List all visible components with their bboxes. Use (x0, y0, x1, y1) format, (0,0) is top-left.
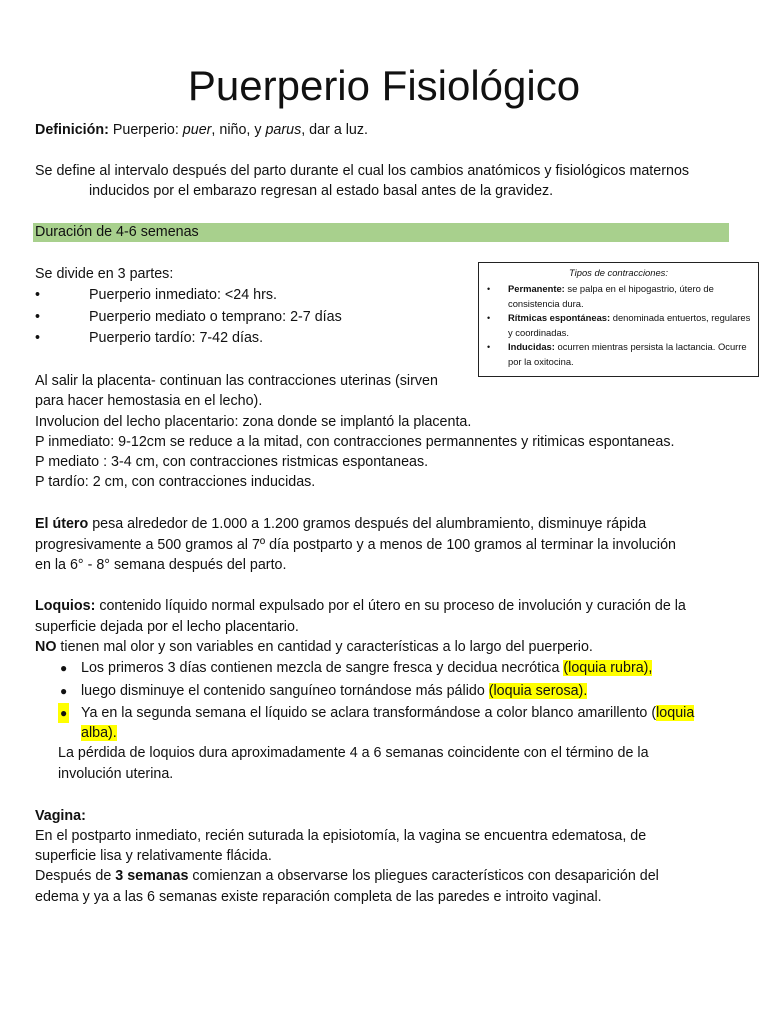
bullet-icon: • (35, 309, 41, 325)
loquios-bullet-3: Ya en la segunda semana el líquido se aclara transformándose a color blanco amarillento (loquia (81, 705, 695, 721)
loquios-bullet-3-cont: alba). (81, 725, 117, 741)
loquios-label: Loquios: (35, 598, 96, 614)
bullet-icon: • (35, 330, 41, 346)
vagina-line-2: superficie lisa y relativamente flácida. (35, 848, 272, 864)
highlight-loquia-alba: loquia (656, 705, 695, 721)
bullet-icon: • (487, 313, 491, 323)
placenta-line: Al salir la placenta- continuan las contracciones uterinas (sirven (35, 373, 438, 389)
placenta-line: Involucion del lecho placentario: zona donde se implantó la placenta. (35, 414, 472, 430)
definition-line: Definición: Puerperio: puer, niño, y parus, dar a luz. (35, 122, 368, 138)
parts-item: Puerperio inmediato: <24 hrs. (89, 287, 277, 303)
loquios-end-line-1: La pérdida de loquios dura aproximadamente 4 a 6 semanas coincidente con el término de la (58, 745, 649, 761)
highlight-loquia-serosa: (loquia serosa). (488, 683, 588, 699)
placenta-line: P tardío: 2 cm, con contracciones inducidas. (35, 474, 316, 490)
intro-line-1: Se define al intervalo después del parto durante el cual los cambios anatómicos y fisiológicos maternos (35, 163, 690, 179)
vagina-line-3: Después de 3 semanas comienzan a observarse los pliegues característicos con desaparición del (35, 868, 659, 884)
loquios-line-2: superficie dejada por el lecho placentario. (35, 619, 299, 635)
placenta-line: para hacer hemostasia en el lecho). (35, 393, 263, 409)
vagina-line-4: edema y ya a las 6 semanas existe reparación completa de las paredes e introito vaginal. (35, 889, 602, 905)
parts-heading: Se divide en 3 partes: (35, 266, 174, 282)
parts-item: Puerperio tardío: 7-42 días. (89, 330, 264, 346)
intro-line-2: inducidos por el embarazo regresan al estado basal antes de la gravidez. (89, 183, 554, 199)
bullet-icon: • (487, 284, 491, 294)
utero-label: El útero (35, 516, 89, 532)
utero-line-2: progresivamente a 500 gramos al 7º día postparto y a menos de 100 gramos al terminar la involución (35, 537, 676, 553)
loquios-end-line-2: involución uterina. (58, 766, 174, 782)
loquios-line-1: Loquios: contenido líquido normal expulsado por el útero en su proceso de involución y curación de la (35, 598, 686, 614)
vagina-line-1: En el postparto inmediato, recién suturada la episiotomía, la vagina se encuentra edematosa, de (35, 828, 647, 844)
duration-highlight-bar (33, 223, 729, 242)
bullet-icon: ● (60, 661, 68, 675)
bullet-icon: • (487, 342, 491, 352)
placenta-line: P mediato : 3-4 cm, con contracciones ristmicas espontaneas. (35, 454, 429, 470)
contraction-item: Inducidas: ocurren mientras persista la lactancia. Ocurre por la oxitocina. (508, 341, 747, 367)
utero-line-1: El útero pesa alrededor de 1.000 a 1.200 gramos después del alumbramiento, disminuye rápida (35, 516, 647, 532)
utero-line-3: en la 6° - 8° semana después del parto. (35, 557, 287, 573)
bullet-icon: • (35, 287, 41, 303)
contractions-box (478, 262, 759, 377)
bullet-icon: ● (60, 684, 68, 698)
contraction-item: Rítmicas espontáneas: denominada entuertos, regulares y coordinadas. (508, 312, 751, 338)
contraction-item: Permanente: se palpa en el hipogastrio, útero de consistencia dura. (508, 283, 714, 309)
vagina-label-line (35, 806, 86, 826)
parts-item: Puerperio mediato o temprano: 2-7 días (89, 309, 342, 325)
duration-text: Duración de 4-6 semenas (35, 224, 199, 240)
loquios-bullet-2: luego disminuye el contenido sanguíneo tornándose más pálido (loquia serosa). (81, 683, 588, 699)
loquios-bullet-1: Los primeros 3 días contienen mezcla de sangre fresca y decidua necrótica (loquia rubra), (81, 660, 653, 676)
page-title: Puerperio Fisiológico (187, 62, 581, 109)
bullet-icon: ● (58, 703, 69, 723)
vagina-label: Vagina: (35, 808, 86, 824)
contractions-box-title: Tipos de contracciones: (569, 267, 668, 278)
definition-label: Definición: (35, 122, 109, 138)
loquios-line-3: NO tienen mal olor y son variables en cantidad y características a lo largo del puerperio. (35, 639, 593, 655)
placenta-line: P inmediato: 9-12cm se reduce a la mitad, con contracciones permannentes y ritimicas espontaneas. (35, 434, 675, 450)
highlight-loquia-rubra: (loquia rubra), (563, 660, 653, 676)
